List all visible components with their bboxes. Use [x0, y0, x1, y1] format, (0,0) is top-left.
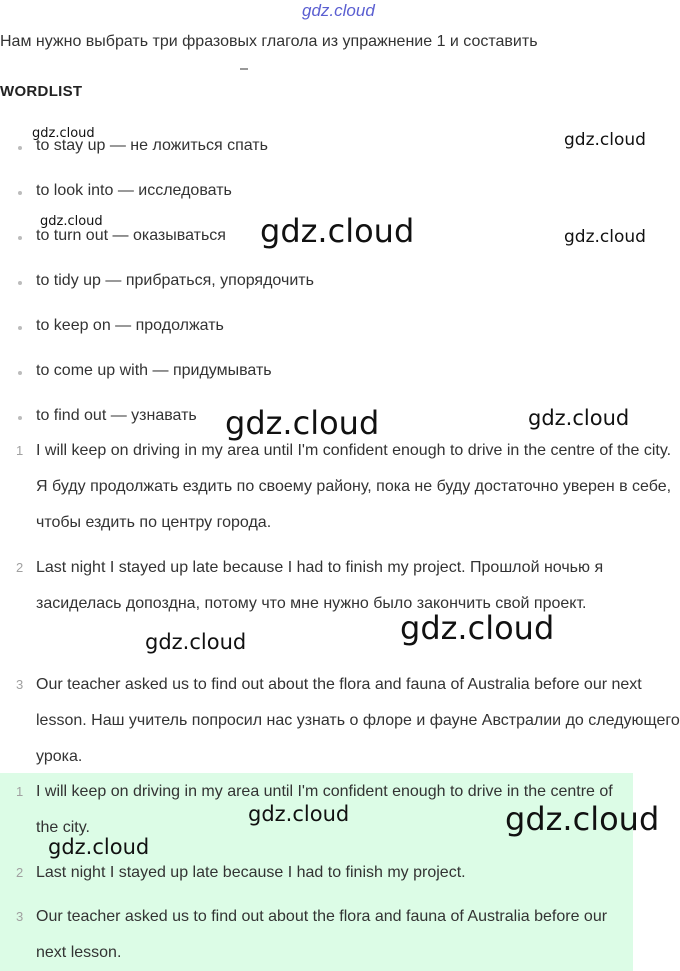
bullet-icon: [18, 236, 22, 240]
answer-number: 2: [16, 560, 24, 575]
answer-text: Our teacher asked us to find out about the flora and fauna of Australia before our next lesson. Наш учитель попросил нас узнать о флоре и фауне Австралии до следующего урока.: [36, 676, 680, 765]
answer-text: Our teacher asked us to find out about the flora and fauna of Australia before our next lesson.: [36, 908, 608, 961]
watermark: gdz.cloud: [248, 802, 350, 826]
intro-text: Нам нужно выбрать три фразовых глагола из упражнение 1 и составить: [0, 33, 538, 50]
bullet-icon: [18, 281, 22, 285]
bullet-icon: [18, 146, 22, 150]
answer-text: I will keep on driving in my area until I'm confident enough to drive in the centre of the city. Я буду продолжать ездить по своему району, пока не буду достаточно уверен в себе, чтобы ездить по центру города.: [36, 442, 672, 531]
watermark: gdz.cloud: [40, 214, 103, 229]
watermark: gdz.cloud: [260, 212, 415, 250]
watermark: gdz.cloud: [32, 126, 95, 141]
answer-number: 2: [16, 865, 24, 880]
answer-text: Last night I stayed up late because I had to finish my project.: [36, 864, 466, 881]
watermark: gdz.cloud: [225, 404, 380, 442]
list-item-text: to stay up — не ложиться спать: [36, 137, 268, 154]
answer-number: 3: [16, 677, 24, 692]
answer-number: 1: [16, 784, 24, 799]
divider-mark: [240, 68, 248, 70]
watermark: gdz.cloud: [528, 406, 630, 430]
list-item-text: to turn out — оказываться: [36, 227, 226, 244]
list-item-text: to look into — исследовать: [36, 182, 232, 199]
answer-number: 3: [16, 909, 24, 924]
list-item-text: to come up with — придумывать: [36, 362, 272, 379]
watermark: gdz.cloud: [564, 130, 646, 150]
answer-text: I will keep on driving in my area until I'm confident enough to drive in the centre of the city.: [36, 783, 613, 836]
wordlist-heading: WORDLIST: [0, 83, 83, 100]
answer-number: 1: [16, 443, 24, 458]
watermark: gdz.cloud: [145, 630, 247, 654]
bullet-icon: [18, 326, 22, 330]
bullet-icon: [18, 191, 22, 195]
bullet-icon: [18, 371, 22, 375]
list-item-text: to find out — узнавать: [36, 407, 197, 424]
watermark: gdz.cloud: [505, 800, 660, 838]
watermark: gdz.cloud: [48, 835, 150, 859]
answer-text: Last night I stayed up late because I had to finish my project. Прошлой ночью я засиделась допоздна, потому что мне нужно было закончить свой проект.: [36, 559, 604, 612]
watermark-top: gdz.cloud: [302, 1, 375, 20]
list-item-text: to tidy up — прибраться, упорядочить: [36, 272, 314, 289]
bullet-icon: [18, 416, 22, 420]
watermark: gdz.cloud: [400, 609, 555, 647]
watermark: gdz.cloud: [564, 227, 646, 247]
list-item-text: to keep on — продолжать: [36, 317, 224, 334]
